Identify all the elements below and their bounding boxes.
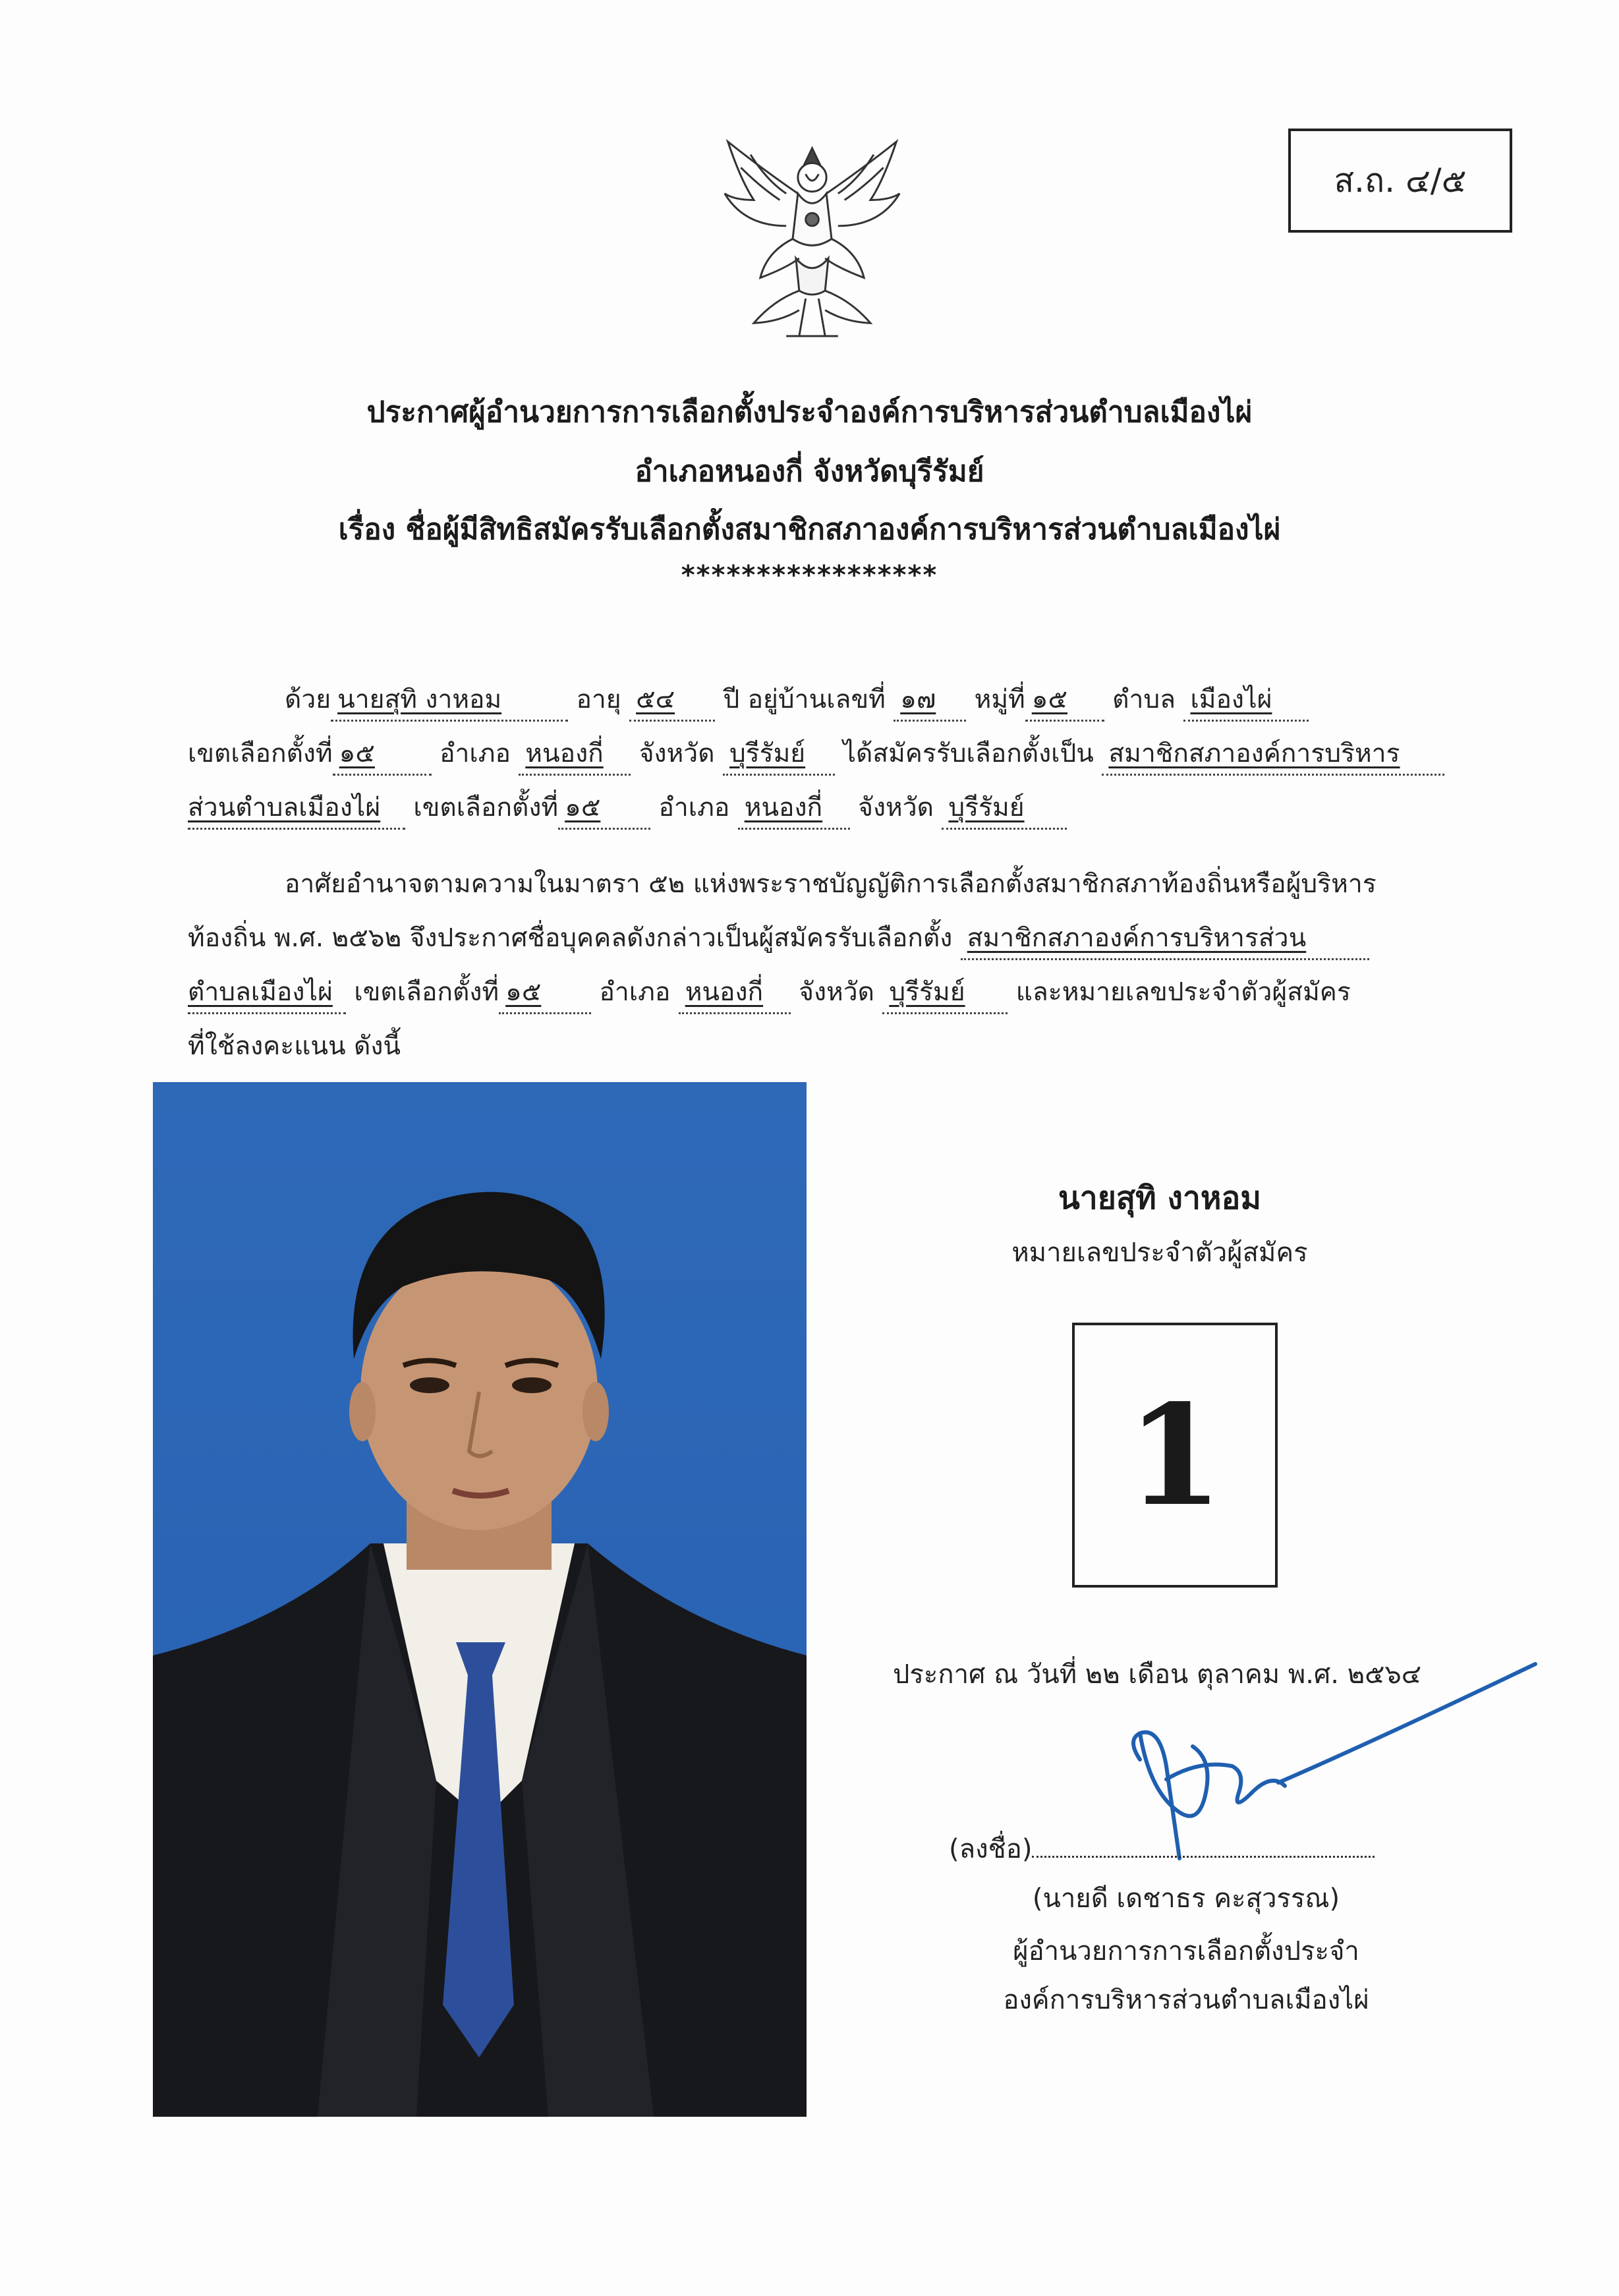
announcement-date: ประกาศ ณ วันที่ ๒๒ เดือน ตุลาคม พ.ศ. ๒๕๖๔ xyxy=(893,1659,1422,1690)
para2-line-1: อาศัยอำนาจตามความในมาตรา ๕๒ แห่งพระราชบัญญัติการเลือกตั้งสมาชิกสภาท้องถิ่นหรือผู้บริหาร xyxy=(285,869,1377,899)
sign-dotted-line xyxy=(1032,1836,1375,1858)
para1-word-zone-2: เขตเลือกตั้งที่ xyxy=(413,793,559,822)
header-line-2: อำเภอหนองกี่ จังหวัดบุรีรัมย์ xyxy=(635,455,984,488)
candidate-number: 1 xyxy=(1126,1373,1224,1537)
para1-word-by: ด้วย xyxy=(285,685,331,714)
para2-line-4: ที่ใช้ลงคะแนน ดังนี้ xyxy=(188,1031,401,1061)
para2-line-2-text: ท้องถิ่น พ.ศ. ๒๕๖๒ จึงประกาศชื่อบุคคลดังกล่าวเป็นผู้สมัครรับเลือกตั้ง xyxy=(188,923,953,953)
header-subject-line: เรื่อง ชื่อผู้มีสิทธิสมัครรับเลือกตั้งสมาชิกสภาองค์การบริหารส่วนตำบลเมืองไผ่ xyxy=(338,513,1281,546)
amphoe-field-2: หนองกี่ xyxy=(738,787,850,830)
para1-word-age: อายุ xyxy=(576,685,621,714)
tambon-field: เมืองไผ่ xyxy=(1183,679,1309,722)
para2-word-zone: เขตเลือกตั้งที่ xyxy=(354,977,499,1007)
position-field-b: ส่วนตำบลเมืองไผ่ xyxy=(188,787,405,830)
zone-field-2: ๑๕ xyxy=(558,787,650,830)
para1-word-amphoe-2: อำเภอ xyxy=(658,793,730,822)
house-number-field: ๑๗ xyxy=(894,679,966,722)
para1-word-applied: ได้สมัครรับเลือกตั้งเป็น xyxy=(843,739,1094,768)
sign-line xyxy=(949,1827,1375,1870)
para2-line-3 xyxy=(188,971,1351,1014)
header-stars-divider: ***************** xyxy=(681,560,938,590)
para1-word-tambon: ตำบล xyxy=(1112,685,1176,714)
para1-line-2 xyxy=(188,733,1444,776)
para2-position-field-a: สมาชิกสภาองค์การบริหารส่วน xyxy=(961,917,1369,960)
candidate-number-label: หมายเลขประจำตัวผู้สมัคร xyxy=(1011,1238,1308,1268)
moo-field: ๑๕ xyxy=(1025,679,1104,722)
candidate-name-heading: นายสุทิ งาหอม xyxy=(1058,1180,1262,1217)
sign-label: (ลงชื่อ) xyxy=(949,1834,1033,1864)
para1-word-moo: หมู่ที่ xyxy=(974,685,1025,714)
form-code-box xyxy=(1288,129,1512,233)
para1-word-amphoe: อำเภอ xyxy=(440,739,511,768)
para2-position-field-b: ตำบลเมืองไผ่ xyxy=(188,971,346,1014)
para1-line-1 xyxy=(285,679,1309,722)
official-name: (นายดี เดชาธร คะสุวรรณ) xyxy=(1032,1883,1340,1914)
province-field-2: บุรีรัมย์ xyxy=(942,787,1067,830)
form-code-text: ส.ถ. ๔/๕ xyxy=(1334,161,1467,200)
candidate-portrait-illustration xyxy=(153,1082,807,2117)
amphoe-field: หนองกี่ xyxy=(519,733,631,776)
para1-word-province-2: จังหวัด xyxy=(858,793,934,822)
para2-province-field: บุรีรัมย์ xyxy=(882,971,1008,1014)
para1-word-province: จังหวัด xyxy=(639,739,715,768)
official-title-line-2: องค์การบริหารส่วนตำบลเมืองไผ่ xyxy=(1003,1985,1369,2015)
zone-field: ๑๕ xyxy=(333,733,432,776)
candidate-number-box xyxy=(1072,1323,1278,1588)
candidate-name-field: นายสุทิ งาหอม xyxy=(331,679,568,722)
province-field: บุรีรัมย์ xyxy=(723,733,835,776)
para2-line-2 xyxy=(188,917,1369,960)
para2-zone-field: ๑๕ xyxy=(499,971,591,1014)
official-title-line-1: ผู้อำนวยการการเลือกตั้งประจำ xyxy=(1013,1936,1359,1966)
para2-word-amphoe: อำเภอ xyxy=(599,977,671,1007)
para1-word-zone: เขตเลือกตั้งที่ xyxy=(188,739,333,768)
age-field: ๕๔ xyxy=(629,679,715,722)
para2-word-province: จังหวัด xyxy=(799,977,874,1007)
header-line-1: ประกาศผู้อำนวยการการเลือกตั้งประจำองค์การบริหารส่วนตำบลเมืองไผ่ xyxy=(366,395,1253,429)
position-field-a: สมาชิกสภาองค์การบริหาร xyxy=(1102,733,1444,776)
para1-word-house: ปี อยู่บ้านเลขที่ xyxy=(723,685,886,714)
para1-line-3 xyxy=(188,787,1067,830)
garuda-emblem-icon xyxy=(715,129,909,349)
para2-amphoe-field: หนองกี่ xyxy=(679,971,791,1014)
candidate-photo xyxy=(153,1082,807,2117)
para2-tail: และหมายเลขประจำตัวผู้สมัคร xyxy=(1015,977,1351,1007)
